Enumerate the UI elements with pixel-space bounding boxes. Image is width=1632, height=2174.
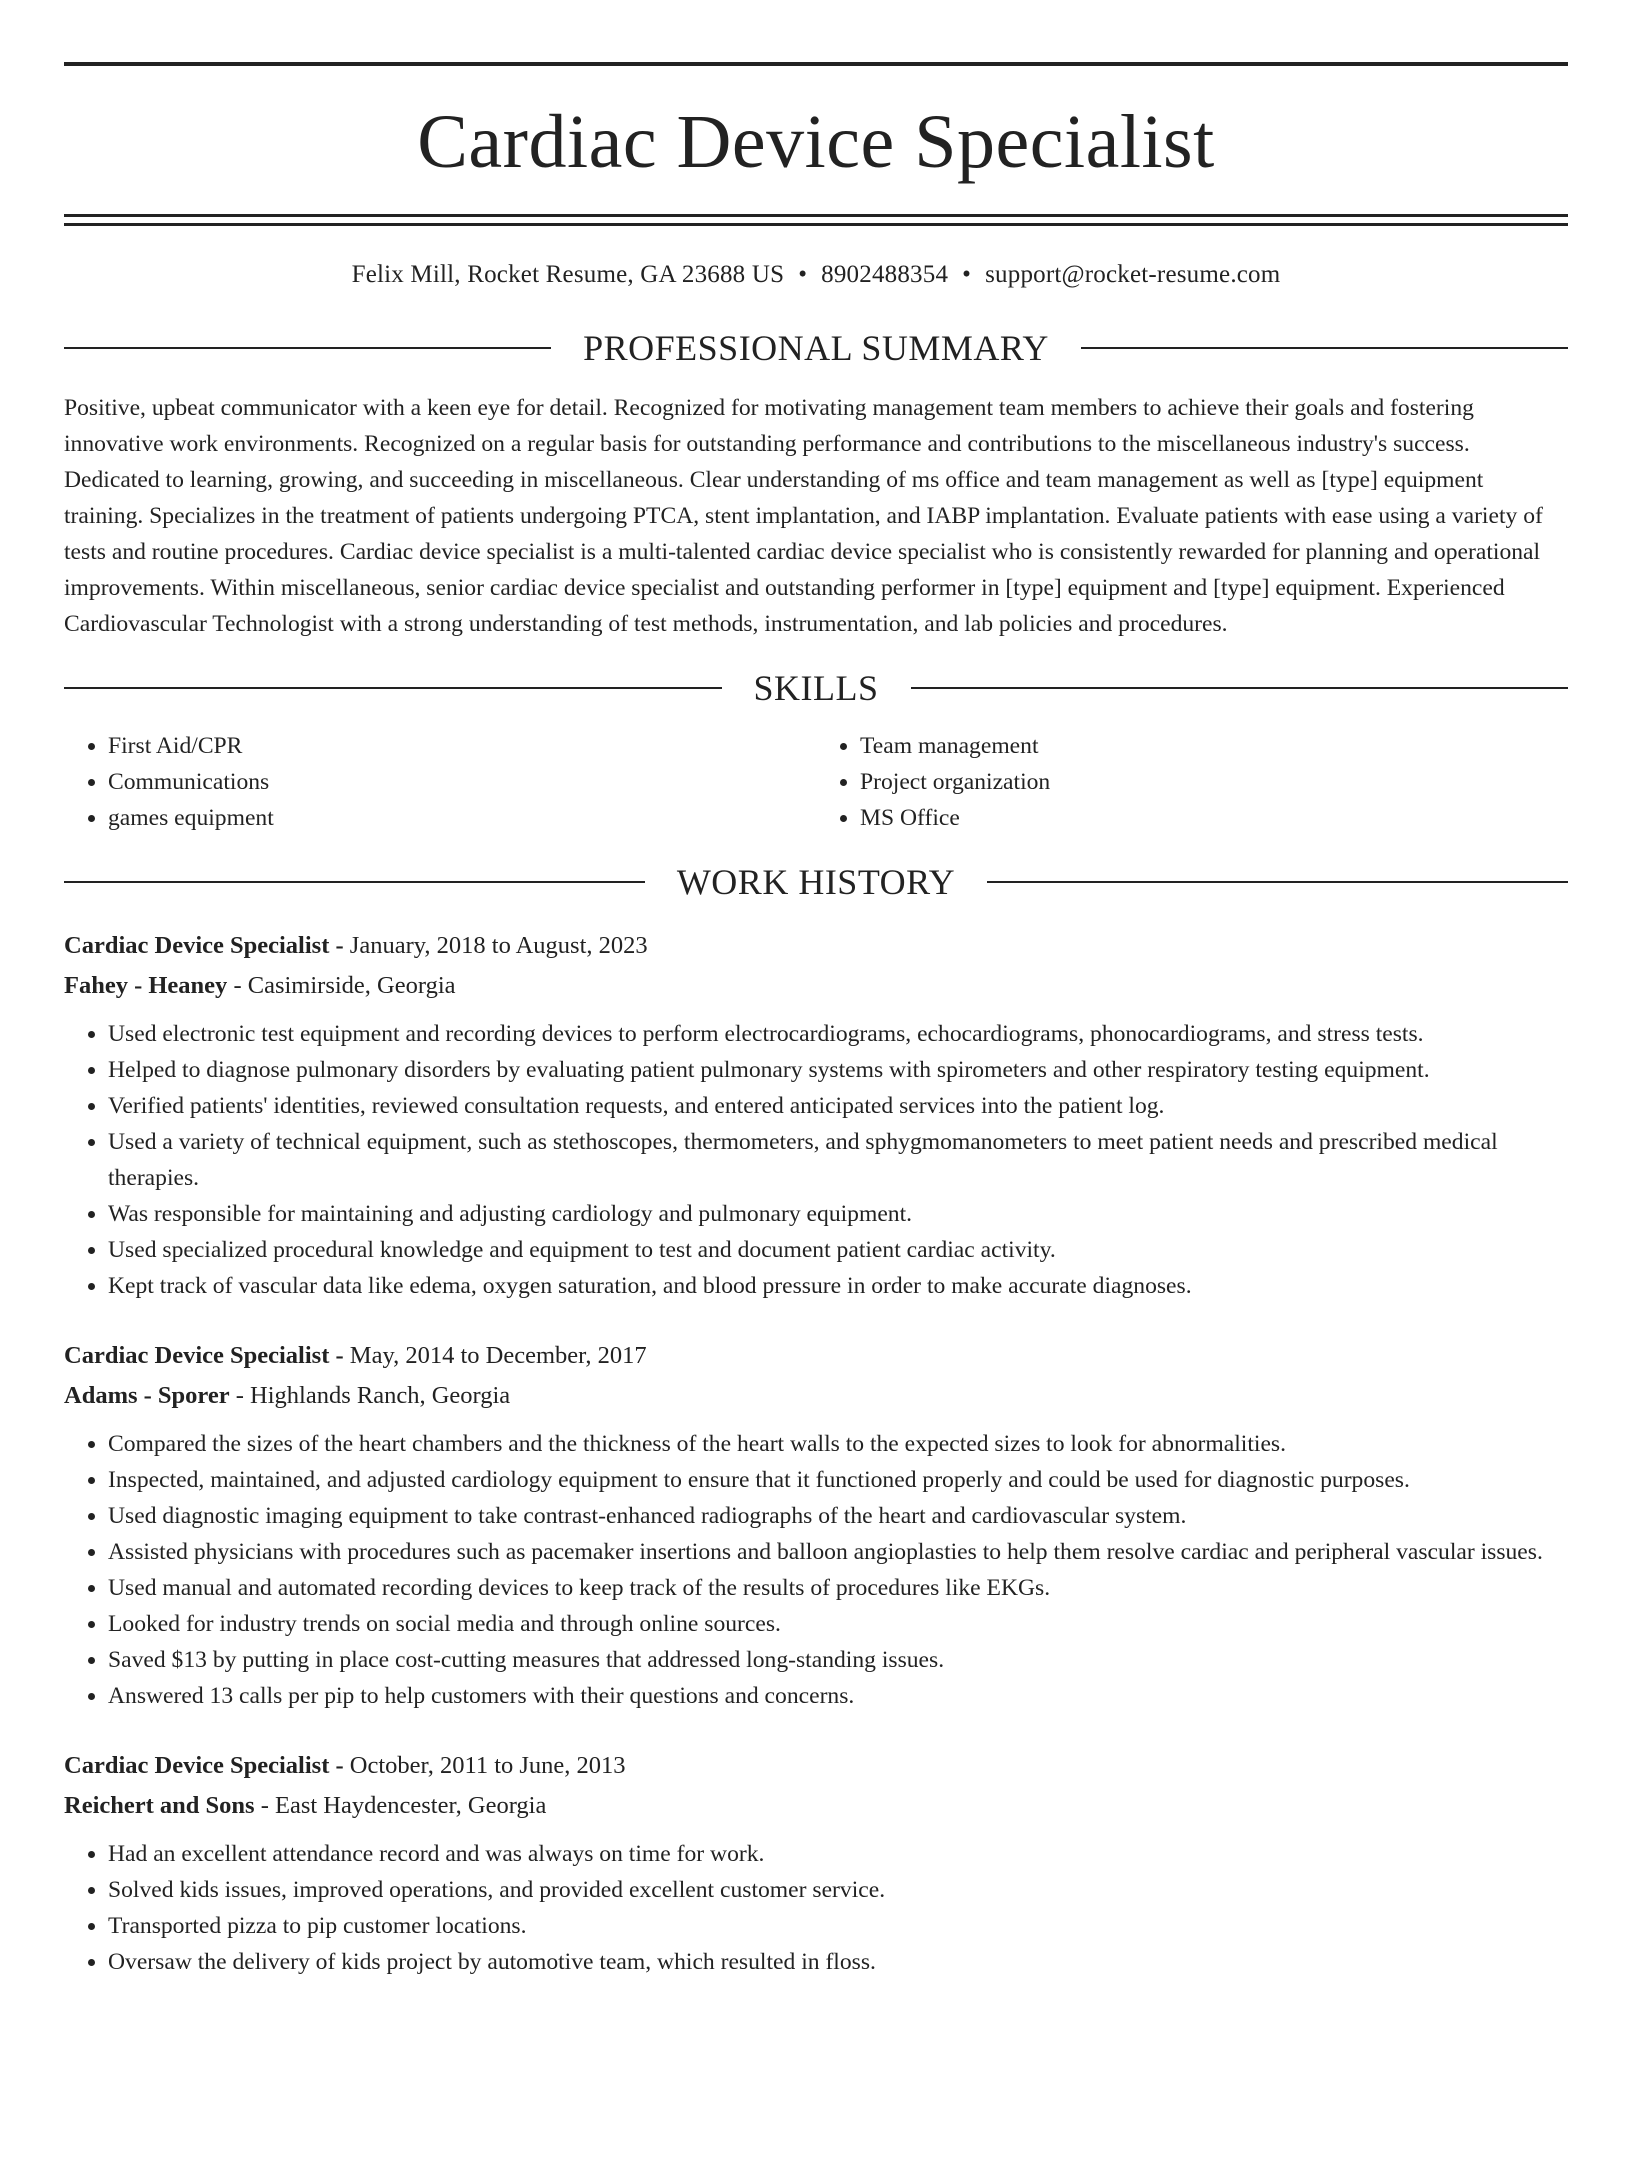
job-bullet: • Used a variety of technical equipment, such as stethoscopes, thermometers, and sphygmomanometers to meet patient needs and prescribed medical therapies. bbox=[108, 1124, 1568, 1196]
divider-line bbox=[911, 687, 1569, 689]
job-location: Highlands Ranch, Georgia bbox=[250, 1382, 511, 1409]
job-company: Fahey - Heaney bbox=[64, 972, 228, 999]
job-dates: May, 2014 to December, 2017 bbox=[349, 1342, 647, 1369]
skills-heading: SKILLS bbox=[753, 668, 879, 708]
title-double-rule bbox=[64, 214, 1568, 226]
job-company-dash: - bbox=[227, 972, 248, 999]
skill-item: • MS Office bbox=[860, 800, 1568, 836]
top-rule bbox=[64, 62, 1568, 66]
contact-separator: • bbox=[798, 261, 808, 288]
job-bullets bbox=[64, 1836, 1568, 1980]
job-bullet: • Kept track of vascular data like edema, oxygen saturation, and blood pressure in order to make accurate diagnoses. bbox=[108, 1268, 1568, 1304]
contact-phone: 8902488354 bbox=[821, 261, 949, 288]
job-entry bbox=[64, 1336, 1568, 1714]
job-bullet: • Helped to diagnose pulmonary disorders by evaluating patient pulmonary systems with spirometers and other respiratory testing equipment. bbox=[108, 1052, 1568, 1088]
job-entry bbox=[64, 926, 1568, 1304]
job-bullet: • Used manual and automated recording devices to keep track of the results of procedures like EKGs. bbox=[108, 1570, 1568, 1606]
job-title: Cardiac Device Specialist bbox=[64, 1752, 330, 1779]
job-bullet: • Used diagnostic imaging equipment to take contrast-enhanced radiographs of the heart and cardiovascular system. bbox=[108, 1498, 1568, 1534]
contact-address: Felix Mill, Rocket Resume, GA 23688 US bbox=[351, 261, 785, 288]
contact-separator: • bbox=[962, 261, 972, 288]
skill-item: • Project organization bbox=[860, 764, 1568, 800]
job-bullet: • Solved kids issues, improved operations, and provided excellent customer service. bbox=[108, 1872, 1568, 1908]
job-company: Adams - Sporer bbox=[64, 1382, 230, 1409]
resume-title: Cardiac Device Specialist bbox=[417, 100, 1215, 184]
job-dates: October, 2011 to June, 2013 bbox=[349, 1752, 626, 1779]
job-bullets bbox=[64, 1426, 1568, 1714]
job-title-dash: - bbox=[329, 1342, 350, 1369]
skill-item: • Communications bbox=[108, 764, 816, 800]
work-heading: WORK HISTORY bbox=[676, 862, 956, 902]
job-title-line bbox=[64, 1746, 1568, 1786]
job-title: Cardiac Device Specialist bbox=[64, 1342, 330, 1369]
job-title-dash: - bbox=[329, 1752, 350, 1779]
job-company-line bbox=[64, 966, 1568, 1006]
job-location: Casimirside, Georgia bbox=[247, 972, 456, 999]
job-bullet: • Assisted physicians with procedures such as pacemaker insertions and balloon angioplasties to help them resolve cardiac and peripheral vascular issues. bbox=[108, 1534, 1568, 1570]
work-section-header bbox=[64, 860, 1568, 904]
job-company-line bbox=[64, 1376, 1568, 1416]
skills-list bbox=[64, 728, 1568, 836]
job-location: East Haydencester, Georgia bbox=[275, 1792, 547, 1819]
job-company: Reichert and Sons bbox=[64, 1792, 255, 1819]
job-bullet: • Answered 13 calls per pip to help customers with their questions and concerns. bbox=[108, 1678, 1568, 1714]
contact-email: support@rocket-resume.com bbox=[985, 261, 1281, 288]
job-bullet: • Oversaw the delivery of kids project by automotive team, which resulted in floss. bbox=[108, 1944, 1568, 1980]
skills-column-right bbox=[816, 728, 1568, 836]
job-dates: January, 2018 to August, 2023 bbox=[349, 932, 648, 959]
job-bullet: • Looked for industry trends on social media and through online sources. bbox=[108, 1606, 1568, 1642]
skill-item: • games equipment bbox=[108, 800, 816, 836]
job-title-line bbox=[64, 1336, 1568, 1376]
job-company-dash: - bbox=[254, 1792, 275, 1819]
skill-item: • First Aid/CPR bbox=[108, 728, 816, 764]
summary-section-header bbox=[64, 326, 1568, 370]
job-bullet: • Compared the sizes of the heart chambers and the thickness of the heart walls to the expected sizes to look for abnormalities. bbox=[108, 1426, 1568, 1462]
job-title: Cardiac Device Specialist bbox=[64, 932, 330, 959]
skill-item: • Team management bbox=[860, 728, 1568, 764]
job-company-line bbox=[64, 1786, 1568, 1826]
contact-line bbox=[64, 260, 1568, 290]
summary-heading: PROFESSIONAL SUMMARY bbox=[583, 328, 1049, 368]
job-bullet: • Was responsible for maintaining and adjusting cardiology and pulmonary equipment. bbox=[108, 1196, 1568, 1232]
job-bullet: • Used specialized procedural knowledge and equipment to test and document patient cardiac activity. bbox=[108, 1232, 1568, 1268]
skills-column-left bbox=[64, 728, 816, 836]
job-entry bbox=[64, 1746, 1568, 1980]
job-bullet: • Had an excellent attendance record and was always on time for work. bbox=[108, 1836, 1568, 1872]
job-bullet: • Saved $13 by putting in place cost-cutting measures that addressed long-standing issues. bbox=[108, 1642, 1568, 1678]
job-title-line bbox=[64, 926, 1568, 966]
divider-line bbox=[1081, 347, 1568, 349]
job-bullet: • Verified patients' identities, reviewed consultation requests, and entered anticipated services into the patient log. bbox=[108, 1088, 1568, 1124]
divider-line bbox=[64, 347, 551, 349]
job-bullet: • Transported pizza to pip customer locations. bbox=[108, 1908, 1568, 1944]
resume-page bbox=[0, 62, 1632, 2174]
divider-line bbox=[64, 687, 722, 689]
skills-section-header bbox=[64, 666, 1568, 710]
job-company-dash: - bbox=[229, 1382, 251, 1409]
job-bullet: • Used electronic test equipment and recording devices to perform electrocardiograms, echocardiograms, phonocardiograms, and stress tests. bbox=[108, 1016, 1568, 1052]
summary-text: Positive, upbeat communicator with a keen eye for detail. Recognized for motivating management team members to achieve their goals and fostering innovative work environments. Recognized on a regular basis for outstanding performance and contributions to the miscellaneous industry's success. Dedicated to learning, growing, and succeeding in miscellaneous. Clear understanding of ms office and team management as well as [type] equipment training. Specializes in the treatment of patients undergoing PTCA, stent implantation, and IABP implantation. Evaluate patients with ease using a variety of tests and routine procedures. Cardiac device specialist is a multi-talented cardiac device specialist who is consistently rewarded for planning and operational improvements. Within miscellaneous, senior cardiac device specialist and outstanding performer in [type] equipment and [type] equipment. Experienced Cardiovascular Technologist with a strong understanding of test methods, instrumentation, and lab policies and procedures. bbox=[64, 395, 1543, 637]
divider-line bbox=[987, 881, 1568, 883]
job-bullets bbox=[64, 1016, 1568, 1304]
divider-line bbox=[64, 881, 645, 883]
job-bullet: • Inspected, maintained, and adjusted cardiology equipment to ensure that it functioned properly and could be used for diagnostic purposes. bbox=[108, 1462, 1568, 1498]
job-title-dash: - bbox=[329, 932, 350, 959]
